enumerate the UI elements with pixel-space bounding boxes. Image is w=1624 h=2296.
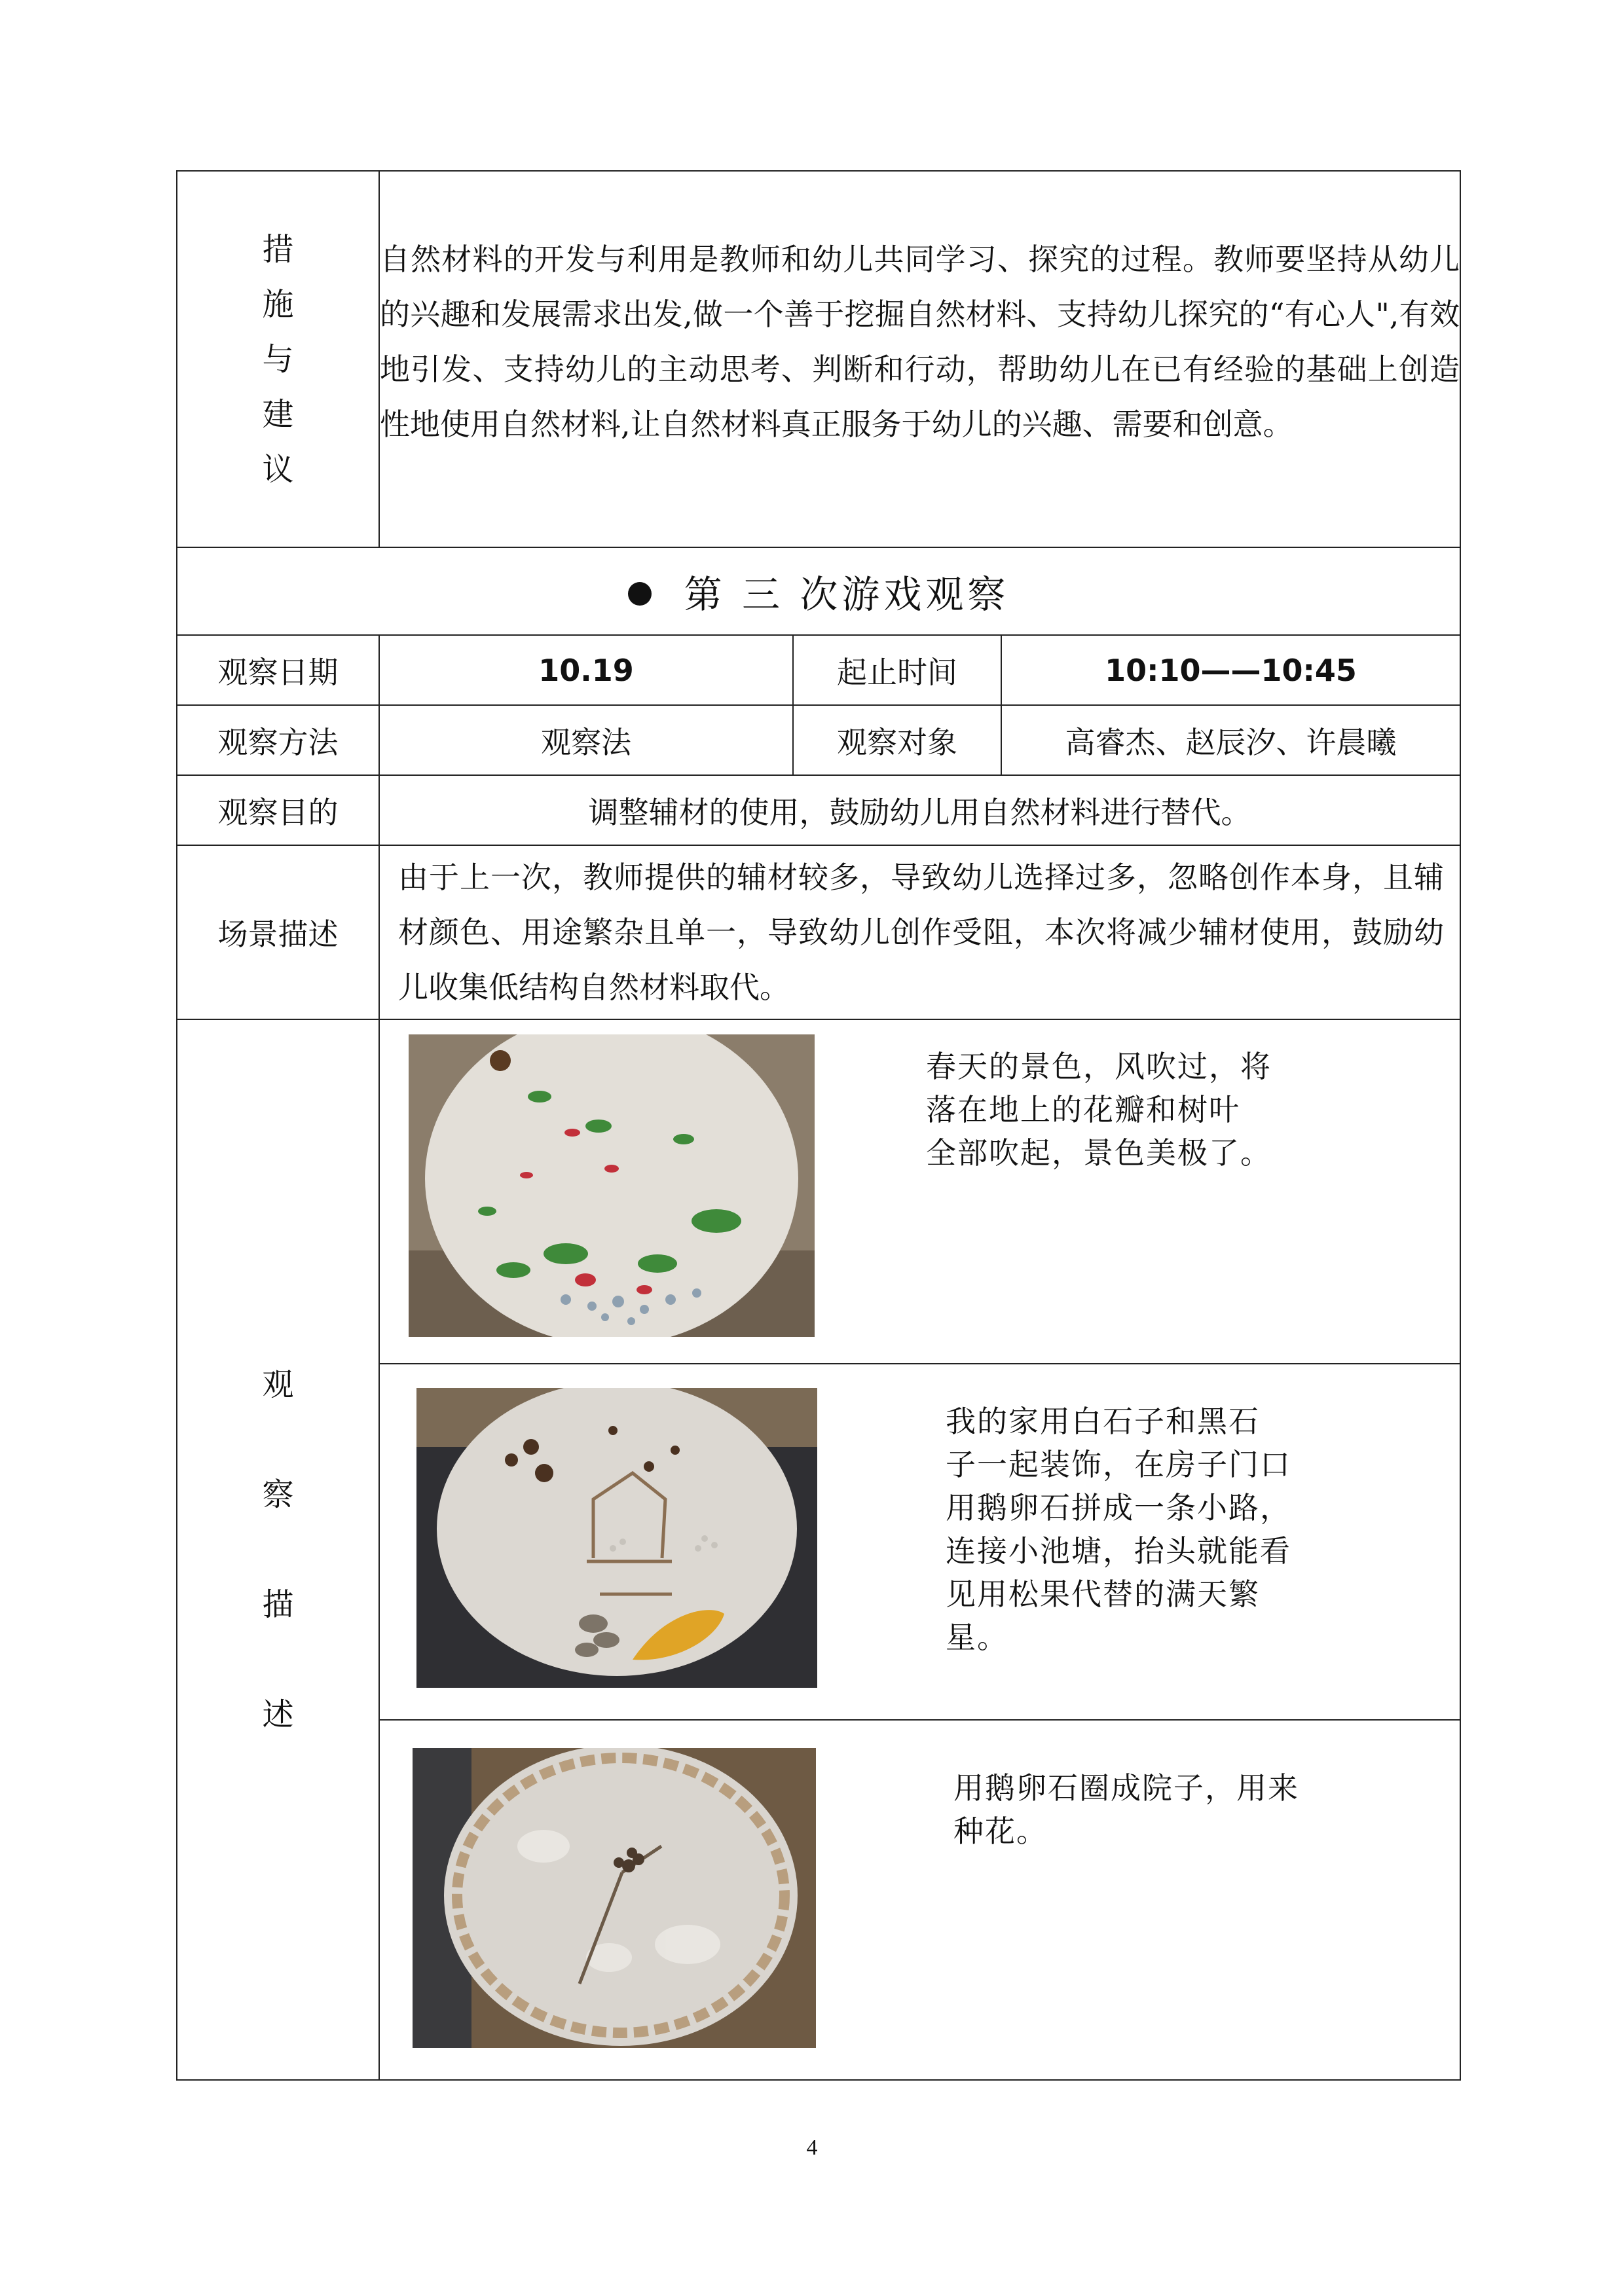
scene-label: 场景描述	[177, 845, 379, 1019]
purpose-row	[177, 775, 1460, 845]
section-title-row	[177, 547, 1460, 635]
date-value: 10.19	[379, 635, 793, 705]
page-number: 4	[806, 2136, 818, 2160]
bullet-icon	[628, 582, 652, 606]
photo-pebble-yard	[413, 1748, 816, 2048]
scene-row	[177, 845, 1460, 1019]
observation-label: 观 察 描 述	[177, 1019, 379, 2080]
observation-content	[379, 1019, 1460, 2080]
photo-spring-leaves	[409, 1034, 815, 1337]
caption-entry-3: 用鹅卵石圈成院子，用来 种花。	[953, 1770, 1299, 1849]
date-row	[177, 635, 1460, 705]
entry-divider	[380, 1719, 1460, 1721]
subject-label: 观察对象	[793, 705, 1001, 775]
section-title: 第 三 次游戏观察	[177, 547, 1460, 635]
entry-divider	[380, 1363, 1460, 1364]
photo-house-pebbles	[416, 1388, 817, 1688]
measures-text: 自然材料的开发与利用是教师和幼儿共同学习、探究的过程。教师要坚持从幼儿的兴趣和发展需求出发,做一个善于挖掘自然材料、支持幼儿探究的“有心人",有效地引发、支持幼儿的主动思考、判断和行动，帮助幼儿在已有经验的基础上创造性地使用自然材料,让自然材料真正服务于幼儿的兴趣、需要和创意。	[379, 171, 1460, 547]
measures-row	[177, 171, 1460, 547]
method-value: 观察法	[379, 705, 793, 775]
observation-table	[176, 170, 1461, 2081]
time-value: 10:10——10:45	[1001, 635, 1460, 705]
scene-value: 由于上一次，教师提供的辅材较多，导致幼儿选择过多，忽略创作本身，且辅材颜色、用途繁杂且单一，导致幼儿创作受阻，本次将减少辅材使用，鼓励幼儿收集低结构自然材料取代。	[379, 845, 1460, 1019]
method-label: 观察方法	[177, 705, 379, 775]
date-label: 观察日期	[177, 635, 379, 705]
observation-row	[177, 1019, 1460, 2080]
measures-label: 措 施 与 建 议	[177, 171, 379, 547]
subject-value: 高睿杰、赵辰汐、许晨曦	[1001, 705, 1460, 775]
method-row	[177, 705, 1460, 775]
purpose-label: 观察目的	[177, 775, 379, 845]
caption-entry-2: 我的家用白石子和黑石 子一起装饰，在房子门口 用鹅卵石拼成一条小路， 连接小池塘，抬头就能看 见用松果代替的满天繁 星。	[946, 1404, 1291, 1655]
caption-entry-1: 春天的景色，风吹过，将 落在地上的花瓣和树叶 全部吹起，景色美极了。	[926, 1049, 1272, 1171]
purpose-value: 调整辅材的使用，鼓励幼儿用自然材料进行替代。	[379, 775, 1460, 845]
time-label: 起止时间	[793, 635, 1001, 705]
